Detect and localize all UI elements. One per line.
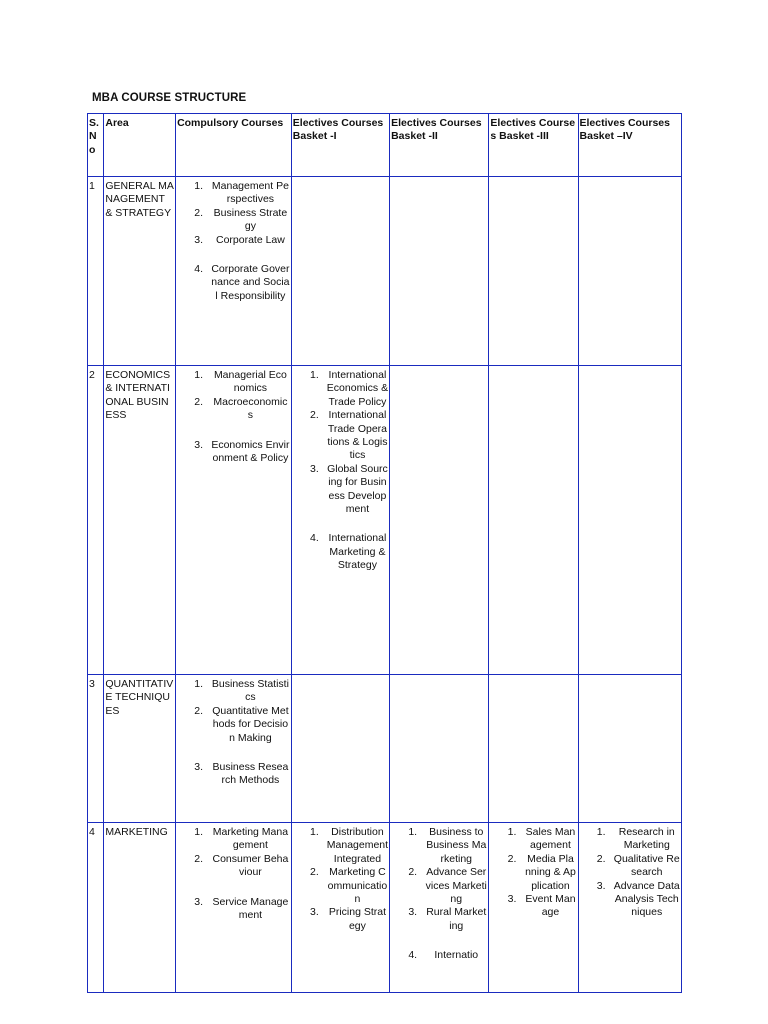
cell-basket4 [578, 675, 681, 823]
course-name: Sales Management [525, 826, 576, 852]
course-item [391, 826, 487, 866]
cell-sno: 1 [88, 177, 104, 366]
table-row [88, 823, 682, 993]
course-item [391, 949, 487, 962]
header-basket-4: Electives Courses Basket –IV [578, 114, 681, 177]
cell-sno: 2 [88, 366, 104, 675]
cell-basket4 [578, 177, 681, 366]
course-item [177, 234, 290, 247]
cell-area: ECONOMICS & INTERNATIONAL BUSINESS [104, 366, 176, 675]
header-sno: S.No [88, 114, 104, 177]
course-name: Corporate Law [215, 233, 285, 246]
course-name: Advance Data Analysis Techniques [613, 879, 680, 919]
cell-compulsory [176, 177, 292, 366]
course-item [490, 893, 576, 920]
cell-basket3 [489, 366, 578, 675]
cell-basket1 [291, 366, 389, 675]
course-name: Management Perspectives [211, 180, 289, 206]
cell-basket2 [390, 366, 489, 675]
course-item [293, 463, 388, 517]
cell-basket2 [390, 177, 489, 366]
cell-compulsory [176, 675, 292, 823]
course-structure-table [87, 113, 682, 993]
header-basket-2: Electives Courses Basket -II [390, 114, 489, 177]
course-item [293, 826, 388, 866]
course-name: Corporate Governance and Social Responsibility [211, 263, 290, 302]
course-name: Internatio [434, 949, 479, 962]
cell-sno: 3 [88, 675, 104, 823]
course-item [293, 532, 388, 572]
item-number: 3. [194, 895, 204, 908]
cell-basket1 [291, 823, 389, 993]
cell-area: QUANTITATIVE TECHNIQUES [104, 675, 176, 823]
course-item [490, 853, 576, 893]
course-name: Global Sourcing for Business Development [327, 462, 388, 516]
item-number: 2. [194, 206, 204, 219]
course-item [177, 263, 290, 303]
course-name: Service Management [212, 895, 289, 922]
item-number: 2. [194, 852, 204, 865]
course-name: Research in Marketing [618, 826, 675, 852]
item-number: 4. [310, 532, 319, 545]
item-number: 3. [194, 233, 204, 246]
course-name: International Economics & Trade Policy [326, 369, 389, 408]
cell-basket2 [390, 823, 489, 993]
item-number: 1. [507, 826, 517, 838]
course-name: Economics Environment & Policy [211, 438, 290, 465]
course-item [177, 369, 290, 396]
item-number: 3. [310, 906, 319, 919]
item-number: 4. [194, 263, 204, 276]
course-name: Marketing Management [212, 826, 289, 852]
item-number: 3. [596, 879, 606, 892]
course-item [177, 396, 290, 423]
course-name: Consumer Behaviour [212, 852, 289, 879]
course-list [177, 180, 290, 303]
item-number: 2. [408, 866, 418, 879]
cell-sno: 4 [88, 823, 104, 993]
cell-area: GENERAL MANAGEMENT & STRATEGY [104, 177, 176, 366]
item-number: 4. [408, 949, 418, 962]
document-title: MBA COURSE STRUCTURE [92, 92, 247, 104]
course-item [391, 866, 487, 906]
course-name: Event Manage [525, 893, 576, 919]
course-name: International Marketing & Strategy [328, 532, 387, 572]
course-item [177, 826, 290, 853]
header-area: Area [104, 114, 176, 177]
item-number: 3. [507, 893, 517, 906]
course-item [293, 866, 388, 906]
table-row [88, 177, 682, 366]
course-item [580, 880, 680, 920]
course-name: Marketing Communication [327, 866, 388, 906]
cell-area: MARKETING [104, 823, 176, 993]
item-number: 1. [194, 369, 204, 381]
cell-basket4 [578, 823, 681, 993]
item-number: 1. [194, 826, 204, 838]
cell-basket3 [489, 177, 578, 366]
item-number: 1. [194, 180, 204, 192]
course-name: Media Planning & Application [525, 852, 576, 892]
item-number: 3. [194, 438, 204, 451]
course-item [177, 207, 290, 234]
item-number: 3. [408, 906, 418, 919]
item-number: 2. [310, 409, 319, 422]
cell-basket3 [489, 823, 578, 993]
course-item [177, 896, 290, 923]
cell-compulsory [176, 823, 292, 993]
item-number: 1. [310, 826, 319, 838]
cell-basket1 [291, 177, 389, 366]
course-name: Managerial Economics [213, 369, 287, 395]
course-item [177, 678, 290, 705]
header-basket-1: Electives Courses Basket -I [291, 114, 389, 177]
cell-basket2 [390, 675, 489, 823]
course-name: Macroeconomics [213, 395, 288, 422]
table-body [88, 177, 682, 993]
course-list [177, 678, 290, 788]
table-row [88, 675, 682, 823]
course-name: Qualitative Research [613, 852, 680, 879]
cell-basket1 [291, 675, 389, 823]
table-row [88, 366, 682, 675]
item-number: 2. [596, 852, 606, 865]
item-number: 1. [596, 826, 606, 838]
item-number: 3. [310, 462, 319, 475]
cell-compulsory [176, 366, 292, 675]
item-number: 2. [194, 395, 204, 408]
item-number: 3. [194, 761, 204, 774]
course-item [177, 705, 290, 745]
course-item [580, 826, 680, 853]
item-number: 2. [507, 852, 517, 865]
course-list [391, 826, 487, 963]
course-name: Pricing Strategy [328, 906, 387, 932]
course-item [177, 761, 290, 788]
course-item [177, 853, 290, 880]
course-item [293, 409, 388, 463]
item-number: 2. [310, 866, 319, 879]
course-item [177, 180, 290, 207]
course-item [293, 369, 388, 409]
item-number: 2. [194, 704, 204, 717]
course-list [293, 369, 388, 573]
course-list [580, 826, 680, 920]
course-name: Advance Services Marketing [425, 866, 487, 906]
course-name: Business Strategy [213, 206, 288, 233]
header-basket-3: Electives Courses Basket -III [489, 114, 578, 177]
course-item [293, 906, 388, 933]
course-list [177, 826, 290, 922]
cell-basket4 [578, 366, 681, 675]
course-name: International Trade Operations & Logistics [327, 409, 388, 462]
course-item [177, 439, 290, 466]
course-name: Business Research Methods [212, 761, 289, 787]
course-name: Distribution Management Integrated [326, 826, 389, 865]
course-name: Business to Business Marketing [426, 826, 487, 865]
header-compulsory: Compulsory Courses [176, 114, 292, 177]
course-list [177, 369, 290, 465]
course-item [490, 826, 576, 853]
course-item [391, 906, 487, 933]
item-number: 1. [408, 826, 418, 838]
table-header-row [88, 114, 682, 177]
course-item [580, 853, 680, 880]
item-number: 1. [194, 678, 204, 690]
course-list [490, 826, 576, 920]
course-list [293, 826, 388, 933]
cell-basket3 [489, 675, 578, 823]
course-name: Rural Marketing [426, 906, 487, 932]
item-number: 1. [310, 369, 319, 381]
course-name: Business Statistics [211, 678, 289, 704]
course-name: Quantitative Methods for Decision Making [212, 704, 289, 744]
